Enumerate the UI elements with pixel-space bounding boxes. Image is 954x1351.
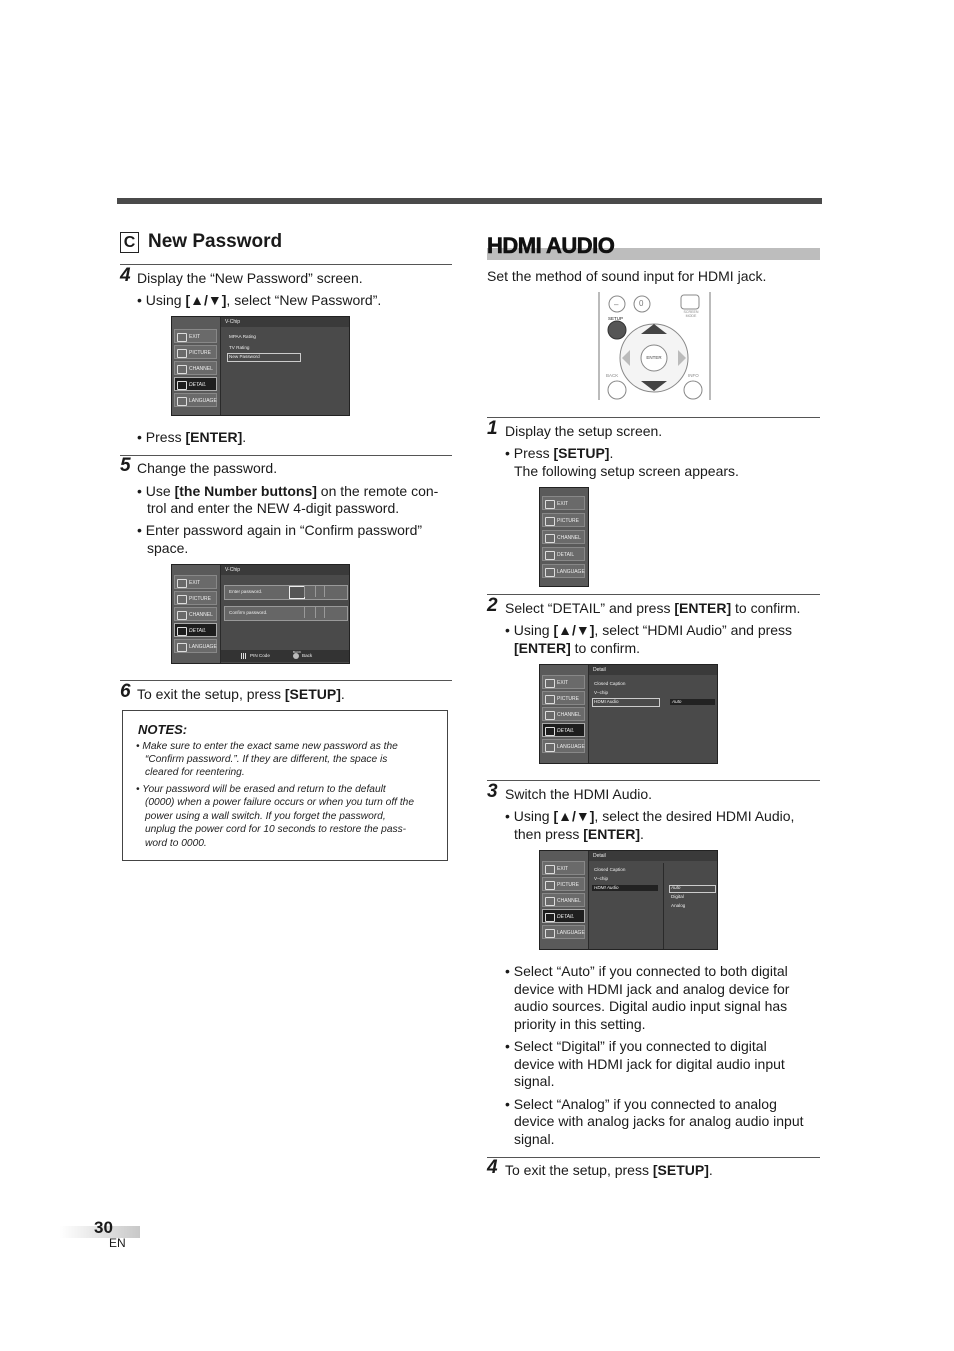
menu-item-detail: DETAIL xyxy=(542,547,585,561)
menu-item-language: LANGUAGE xyxy=(174,639,217,653)
digital-bullet-line: signal. xyxy=(514,1073,555,1089)
divider xyxy=(120,680,452,681)
menu-option: V–chip xyxy=(594,690,609,695)
screen-header: Detail xyxy=(589,851,717,861)
option-auto: Auto xyxy=(671,885,681,890)
setup-menu xyxy=(172,565,221,663)
menu-item-picture: PICTURE xyxy=(174,591,217,605)
step-1-text: Display the setup screen. xyxy=(505,423,663,439)
option-digital: Digital xyxy=(671,894,684,899)
note-2-line: power using a wall switch. If you forget the password, xyxy=(145,811,386,822)
exit-icon xyxy=(545,679,555,688)
screen-header: Detail xyxy=(589,665,717,675)
analog-bullet-line: • Select “Analog” if you connected to analog xyxy=(505,1096,777,1112)
keypad-icon xyxy=(241,653,247,659)
section-letter: C xyxy=(120,232,139,253)
step-6-number: 6 xyxy=(120,681,131,702)
options-column xyxy=(663,863,664,949)
picture-icon xyxy=(177,349,187,358)
menu-item-exit: EXIT xyxy=(542,861,585,875)
menu-item-channel: CHANNEL xyxy=(174,607,217,621)
channel-icon xyxy=(545,897,555,906)
menu-item-exit: EXIT xyxy=(542,496,585,510)
info-button-label: INFO xyxy=(688,373,699,378)
setup-button-label: SETUP xyxy=(608,316,624,321)
enter-button-label: ENTER xyxy=(646,355,662,360)
menu-option-selected: HDMI Audio xyxy=(594,885,619,890)
menu-option: Closed Caption xyxy=(594,867,626,872)
step-5-bullet-1-line-2: trol and enter the NEW 4-digit password. xyxy=(147,500,400,516)
page-title: HDMI AUDIO xyxy=(487,233,615,258)
note-2-line: word to 0000. xyxy=(145,838,207,849)
menu-item-channel: CHANNEL xyxy=(542,707,585,721)
language-icon xyxy=(545,568,555,577)
pin-code-label: PIN Code xyxy=(250,653,270,658)
note-2-line: unplug the power cord for 10 seconds to restore the pass- xyxy=(145,824,407,835)
divider xyxy=(487,594,820,595)
digital-bullet-line: device with HDMI jack for digital audio input xyxy=(514,1056,785,1072)
step-4-bullet: • Using [▲/▼], select “New Password”. xyxy=(137,292,382,308)
picture-icon xyxy=(545,695,555,704)
menu-item-detail: DETAIL xyxy=(542,723,585,737)
language-icon xyxy=(177,397,187,406)
menu-item-language: LANGUAGE xyxy=(542,564,585,578)
setup-menu xyxy=(540,851,589,949)
menu-item-channel: CHANNEL xyxy=(542,893,585,907)
menu-item-language: LANGUAGE xyxy=(174,393,217,407)
password-digit-cursor xyxy=(289,586,305,599)
remote-illustration xyxy=(597,292,712,402)
divider xyxy=(120,455,452,456)
channel-icon xyxy=(545,711,555,720)
step-3-bullet: • Using [▲/▼], select the desired HDMI Audio, xyxy=(505,808,795,824)
picture-icon xyxy=(545,517,555,526)
step-3-text: Switch the HDMI Audio. xyxy=(505,786,653,802)
notes-title: NOTES: xyxy=(138,722,188,737)
remote-dash-label: – xyxy=(614,300,619,309)
step-5-bullet-2: • Enter password again in “Confirm password” xyxy=(137,522,423,538)
channel-icon xyxy=(177,611,187,620)
step-5-text: Change the password. xyxy=(137,460,278,476)
hdmi-audio-value: Auto xyxy=(672,699,682,704)
analog-bullet-line: device with analog jacks for analog audio input xyxy=(514,1113,804,1129)
section-title: New Password xyxy=(148,231,283,252)
step-2-text: Select “DETAIL” and press [ENTER] to confirm. xyxy=(505,600,801,616)
back-label: Back xyxy=(302,653,313,658)
step-6-text: To exit the setup, press [SETUP]. xyxy=(137,686,345,702)
menu-item-language: LANGUAGE xyxy=(542,925,585,939)
channel-icon xyxy=(177,365,187,374)
menu-option: V–chip xyxy=(594,876,609,881)
menu-item-detail: DETAIL xyxy=(542,909,585,923)
detail-icon xyxy=(545,727,555,736)
divider xyxy=(120,264,452,265)
divider xyxy=(487,1157,820,1158)
exit-icon xyxy=(177,333,187,342)
enter-password-label: Enter password. xyxy=(229,589,263,594)
remote-zero-label: 0 xyxy=(639,299,644,308)
setup-menu xyxy=(540,665,589,763)
detail-icon xyxy=(177,381,187,390)
menu-option-selected: New Password xyxy=(229,354,260,359)
menu-item-detail: DETAIL xyxy=(174,623,217,637)
language-code: EN xyxy=(109,1236,126,1250)
password-digit xyxy=(304,586,316,597)
vchip-menu-screen xyxy=(171,316,350,416)
back-button-label: BACK xyxy=(606,373,619,378)
detail-icon xyxy=(545,551,555,560)
menu-option: TV Rating xyxy=(229,345,250,350)
menu-item-channel: CHANNEL xyxy=(542,530,585,544)
password-digit xyxy=(324,586,335,597)
menu-item-picture: PICTURE xyxy=(174,345,217,359)
detail-options-screen xyxy=(539,850,718,950)
divider xyxy=(487,417,820,418)
digital-bullet-line: • Select “Digital” if you connected to digital xyxy=(505,1038,767,1054)
step-1-bullet: • Press [SETUP]. xyxy=(505,445,614,461)
language-icon xyxy=(545,743,555,752)
step-2-bullet: • Using [▲/▼], select “HDMI Audio” and press xyxy=(505,622,793,638)
step-4-text: To exit the setup, press [SETUP]. xyxy=(505,1162,713,1178)
language-icon xyxy=(177,643,187,652)
confirm-password-label: Confirm password. xyxy=(229,610,268,615)
detail-screen xyxy=(539,664,718,764)
channel-icon xyxy=(545,534,555,543)
menu-item-exit: EXIT xyxy=(174,575,217,589)
menu-item-exit: EXIT xyxy=(542,675,585,689)
step-1-followup: The following setup screen appears. xyxy=(514,463,739,479)
divider xyxy=(487,780,820,781)
menu-item-channel: CHANNEL xyxy=(174,361,217,375)
step-4-number: 4 xyxy=(487,1157,498,1178)
screen-header: V-Chip xyxy=(221,317,349,327)
page-number: 30 xyxy=(94,1218,113,1237)
menu-option: MPAA Rating xyxy=(229,334,256,339)
setup-menu xyxy=(172,317,221,415)
exit-icon xyxy=(545,500,555,509)
menu-item-detail: DETAIL xyxy=(174,377,217,391)
exit-icon xyxy=(545,865,555,874)
note-1-line: “Confirm password.”. If they are different, the space is xyxy=(145,754,388,765)
exit-icon xyxy=(177,579,187,588)
note-1-line: cleared for reentering. xyxy=(145,767,245,778)
analog-bullet-line: signal. xyxy=(514,1131,555,1147)
note-1-line: • Make sure to enter the exact same new password as the xyxy=(136,741,398,752)
detail-icon xyxy=(177,627,187,636)
menu-item-language: LANGUAGE xyxy=(542,739,585,753)
step-4-text: Display the “New Password” screen. xyxy=(137,270,363,286)
step-5-number: 5 xyxy=(120,455,131,476)
picture-icon xyxy=(177,595,187,604)
menu-item-picture: PICTURE xyxy=(542,691,585,705)
top-rule xyxy=(117,198,822,204)
language-icon xyxy=(545,929,555,938)
menu-option-selected: HDMI Audio xyxy=(594,699,619,704)
step-4-number: 4 xyxy=(120,265,131,286)
screen-mode-label: SCREEN MODE xyxy=(683,310,699,318)
screen-header: V-Chip xyxy=(221,565,349,575)
menu-item-picture: PICTURE xyxy=(542,513,585,527)
step-3-bullet-line-2: then press [ENTER]. xyxy=(514,826,644,842)
step-5-bullet-1: • Use [the Number buttons] on the remote con- xyxy=(137,483,439,499)
step-5-bullet-2-line-2: space. xyxy=(147,540,189,556)
password-digit xyxy=(324,607,335,618)
step-1-number: 1 xyxy=(487,418,498,439)
menu-item-exit: EXIT xyxy=(174,329,217,343)
menu-item-picture: PICTURE xyxy=(542,877,585,891)
auto-bullet-line: audio sources. Digital audio input signal has xyxy=(514,998,788,1014)
password-digit xyxy=(304,607,316,618)
step-2-bullet-line-2: [ENTER] to confirm. xyxy=(514,640,641,656)
back-key-label: BACK xyxy=(293,650,302,654)
note-2-line: (0000) when a power failure occurs or when you turn off the xyxy=(145,797,414,808)
setup-screen xyxy=(539,487,589,587)
password-screen xyxy=(171,564,350,664)
step-3-number: 3 xyxy=(487,781,498,802)
auto-bullet-line: priority in this setting. xyxy=(514,1016,646,1032)
menu-option: Closed Caption xyxy=(594,681,626,686)
note-2-line: • Your password will be erased and return to the default xyxy=(136,784,386,795)
intro-text: Set the method of sound input for HDMI jack. xyxy=(487,268,767,284)
picture-icon xyxy=(545,881,555,890)
step-2-number: 2 xyxy=(487,595,498,616)
auto-bullet-line: device with HDMI jack and analog device for xyxy=(514,981,790,997)
press-enter-bullet: • Press [ENTER]. xyxy=(137,429,247,445)
detail-icon xyxy=(545,913,555,922)
auto-bullet-line: • Select “Auto” if you connected to both digital xyxy=(505,963,788,979)
option-analog: Analog xyxy=(671,903,686,908)
